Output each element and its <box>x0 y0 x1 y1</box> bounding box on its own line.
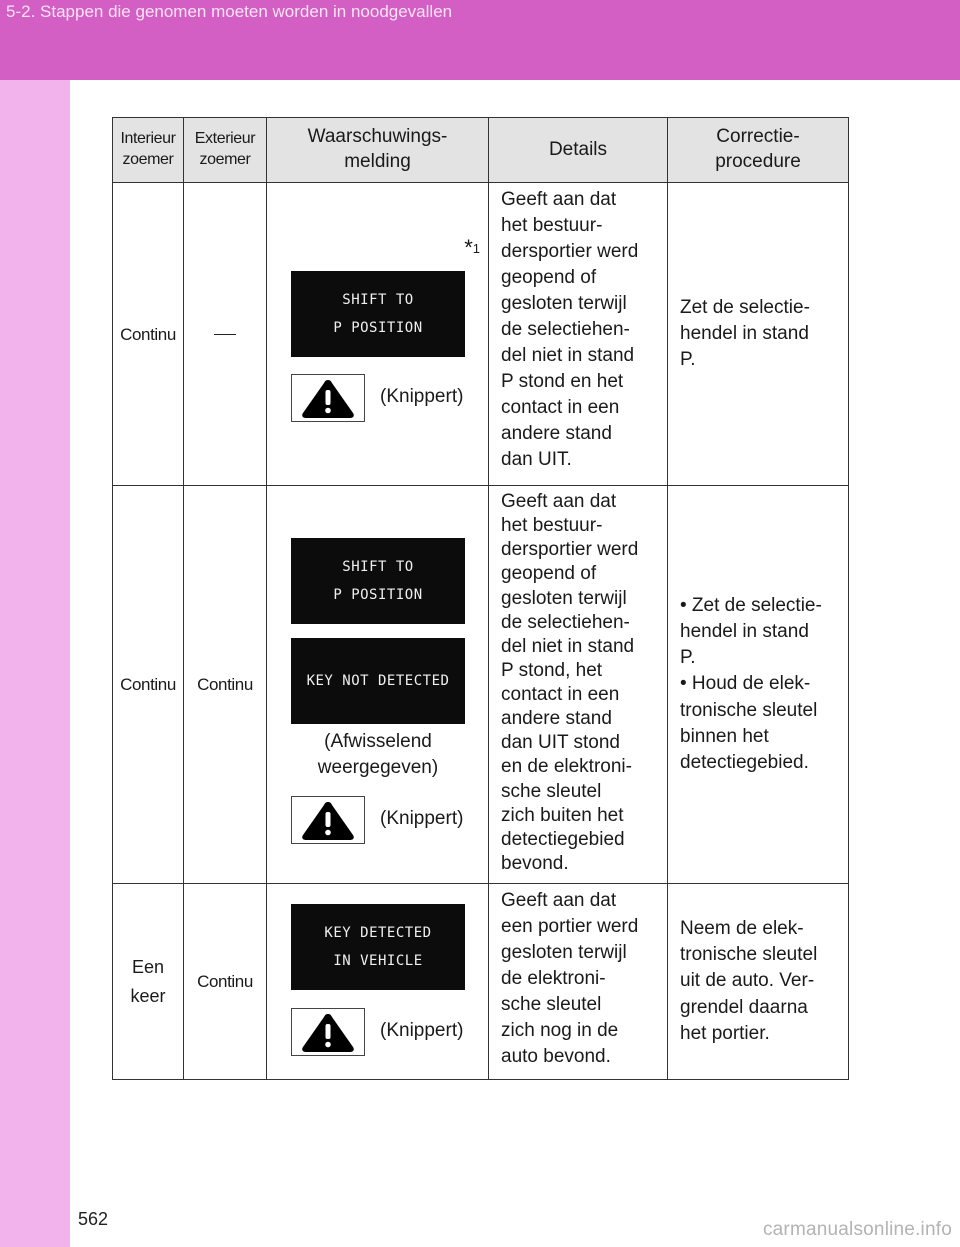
display-key-not-detected: KEY NOT DETECTED <box>291 638 465 724</box>
warning-message-cell <box>267 884 489 1080</box>
list-item: • Houd de elek- tronische sleutel binnen het detectiegebied. <box>680 673 818 773</box>
header-details: Details <box>489 118 668 183</box>
display-key-detected-in-vehicle: KEY DETECTED IN VEHICLE <box>291 904 465 990</box>
warning-triangle-icon <box>300 799 356 841</box>
side-margin-strip <box>0 80 70 1247</box>
exterior-buzzer-cell: Continu <box>184 486 267 884</box>
interior-buzzer-cell: Een keer <box>113 884 184 1080</box>
details-cell: Geeft aan dat het bestuur- dersportier werd geopend of gesloten terwijl de selectiehen- del niet in stand P stond en het contact in een andere stand dan UIT. <box>489 183 668 486</box>
warning-triangle-icon <box>300 1011 356 1053</box>
flashing-label: (Knippert) <box>380 386 464 407</box>
table-header-row <box>113 118 849 183</box>
dash-none <box>214 334 236 335</box>
alternating-label: (Afwisselend weergegeven) <box>317 731 439 779</box>
warning-light-box <box>291 374 365 422</box>
procedure-cell <box>668 486 849 884</box>
table-row <box>113 486 849 884</box>
section-title: 5-2. Stappen die genomen moeten worden in noodgevallen <box>6 2 453 21</box>
warning-light-box <box>291 1008 365 1056</box>
page-header <box>0 0 960 80</box>
exterior-buzzer-cell <box>184 183 267 486</box>
header-exterior-buzzer: Exterieur zoemer <box>184 118 267 183</box>
warning-triangle-icon <box>300 377 356 419</box>
page-number: 562 <box>78 1209 109 1229</box>
warning-light-box <box>291 796 365 844</box>
header-procedure: Correctie- procedure <box>668 118 849 183</box>
interior-buzzer-cell: Continu <box>113 183 184 486</box>
header-warning-message: Waarschuwings- melding <box>267 118 489 183</box>
footnote-mark: $*_1$ <box>464 235 480 260</box>
watermark: carmanualsonline.info <box>762 1219 952 1240</box>
warning-message-cell <box>267 183 489 486</box>
table-row <box>113 884 849 1080</box>
header-interior-buzzer: Interieur zoemer <box>113 118 184 183</box>
details-cell: Geeft aan dat een portier werd gesloten terwijl de elektroni- sche sleutel zich nog in de auto bevond. <box>489 884 668 1080</box>
procedure-list <box>680 593 844 775</box>
details-cell: Geeft aan dat het bestuur- dersportier werd geopend of gesloten terwijl de selectiehen- del niet in stand P stond, het contact in een andere stand dan UIT stond en de elektroni- sche sleutel zich buiten het detectiegebied bevond. <box>489 486 668 884</box>
list-item: • Zet de selectie- hendel in stand P. <box>680 595 822 669</box>
exterior-buzzer-cell: Continu <box>184 884 267 1080</box>
warning-table <box>112 117 849 1080</box>
warning-message-cell <box>267 486 489 884</box>
flashing-label: (Knippert) <box>380 1020 464 1041</box>
procedure-cell: Neem de elek- tronische sleutel uit de auto. Ver- grendel daarna het portier. <box>668 884 849 1080</box>
interior-buzzer-cell: Continu <box>113 486 184 884</box>
display-shift-to-p-position: SHIFT TO P POSITION <box>291 271 465 357</box>
flashing-label: (Knippert) <box>380 808 464 829</box>
table-row <box>113 183 849 486</box>
procedure-cell: Zet de selectie- hendel in stand P. <box>668 183 849 486</box>
display-shift-to-p-position: SHIFT TO P POSITION <box>291 538 465 624</box>
